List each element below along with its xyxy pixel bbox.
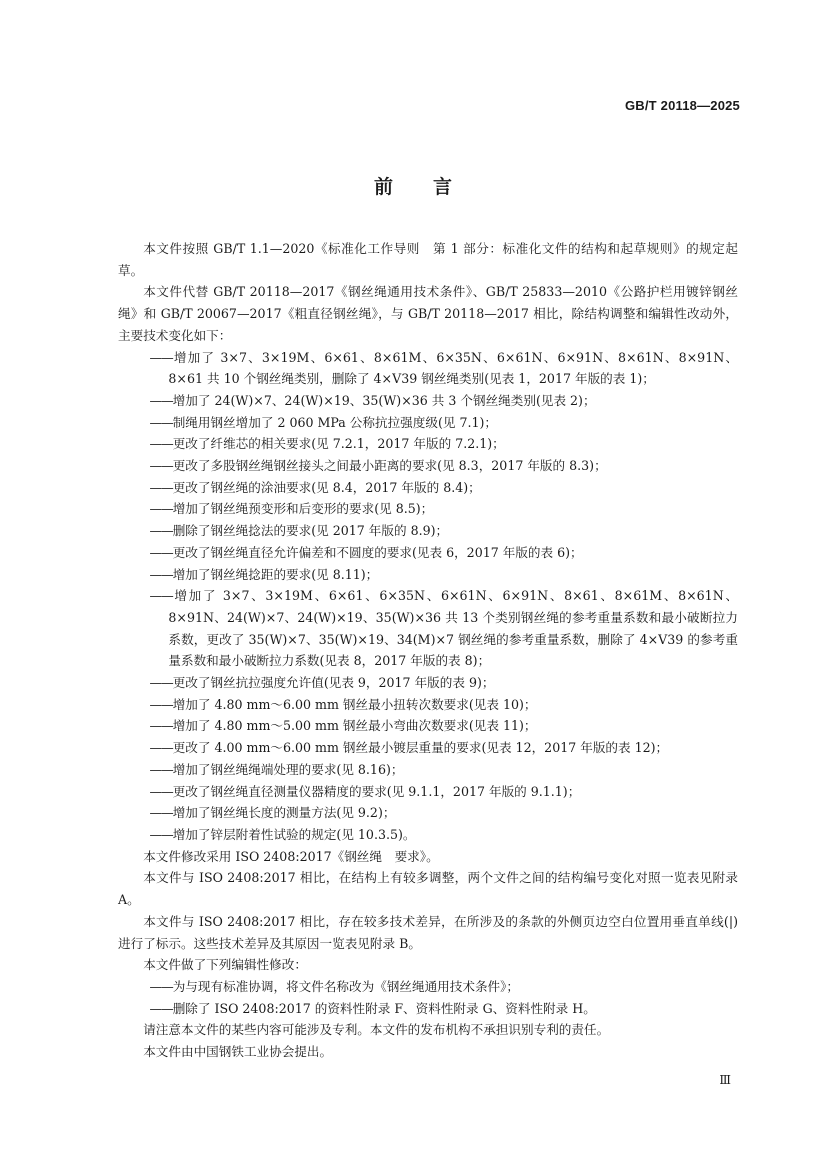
list-dash: —— (149, 392, 173, 408)
paragraph: 本文件代替 GB/T 20118—2017《钢丝绳通用技术条件》、GB/T 25833—2010《公路护栏用镀锌钢丝绳》和 GB/T 20067—2017《粗直径钢丝绳》，与 GB/T 20118—2017 相比，除结构调整和编辑性改动外，主要技术变化如下： (118, 284, 738, 343)
list-item: ——增加了钢丝绳长度的测量方法(见 9.2)； (149, 805, 396, 821)
list-dash: —— (149, 479, 173, 495)
list-dash: —— (149, 566, 173, 582)
technical-changes-list (118, 347, 738, 846)
list-dash: —— (149, 978, 173, 994)
list-item: ——更改了 4.00 mm～6.00 mm 钢丝最小镀层重量的要求(见表 12，2017 年版的表 12)； (149, 740, 669, 756)
list-dash: —— (149, 414, 173, 430)
list-dash: —— (149, 349, 173, 365)
editorial-changes-list (118, 976, 738, 1019)
list-dash: —— (149, 436, 173, 452)
paragraph: 请注意本文件的某些内容可能涉及专利。本文件的发布机构不承担识别专利的责任。 (143, 1022, 610, 1038)
list-item: ——增加了钢丝绳绳端处理的要求(见 8.16)； (149, 761, 404, 777)
list-dash: —— (149, 761, 173, 777)
list-item: ——增加了 24(W)×7、24(W)×19、35(W)×36 共 3 个钢丝绳类别(见表 2)； (149, 392, 596, 408)
list-item: ——增加了 3×7、3×19M、6×61、6×35N、6×61N、6×91N、8×61、8×61M、8×61N、8×91N、24(W)×7、24(W)×19、35(W)×36 共 13 个类别钢丝绳的参考重量系数和最小破断拉力系数，更改了 35(W)×7、35(W)×19、34(M)×7 钢丝绳的参考重量系数，删除了 4×V39 的参考重量系数和最小破断拉力系数(见表 8，2017 年版的表 8)； (149, 588, 738, 669)
list-dash: —— (149, 740, 173, 756)
standard-number: GB/T 20118—2025 (624, 98, 740, 113)
list-item: ——更改了钢丝绳的涂油要求(见 8.4，2017 年版的 8.4)； (149, 479, 481, 495)
list-dash: —— (149, 826, 173, 842)
paragraph: 本文件由中国钢铁工业协会提出。 (143, 1044, 333, 1060)
list-dash: —— (149, 675, 173, 691)
paragraph: 本文件按照 GB/T 1.1—2020《标准化工作导则 第 1 部分：标准化文件的结构和起草规则》的规定起草。 (118, 241, 738, 278)
list-dash: —— (149, 718, 173, 734)
list-item: ——更改了钢丝抗拉强度允许值(见表 9，2017 年版的表 9)； (149, 675, 495, 691)
list-dash: —— (149, 783, 173, 799)
list-item: ——增加了钢丝绳捻距的要求(见 8.11)； (149, 566, 379, 582)
list-item: ——增加了 3×7、3×19M、6×61、8×61M、6×35N、6×61N、6×91N、8×61N、8×91N、8×61 共 10 个钢丝绳类别，删除了 4×V39 钢丝绳类别(见表 1，2017 年版的表 1)； (149, 349, 738, 387)
list-dash: —— (149, 501, 173, 517)
list-item: ——增加了 4.80 mm～5.00 mm 钢丝最小弯曲次数要求(见表 11)； (149, 718, 537, 734)
paragraph: 本文件与 ISO 2408:2017 相比，存在较多技术差异，在所涉及的条款的外侧页边空白位置用垂直单线(|)进行了标示。这些技术差异及其原因一览表见附录 B。 (118, 913, 738, 951)
page-title: 前言 (373, 176, 492, 198)
list-dash: —— (149, 523, 173, 539)
paragraph: 本文件修改采用 ISO 2408:2017《钢丝绳 要求》。 (143, 848, 439, 864)
list-item: ——增加了钢丝绳预变形和后变形的要求(见 8.5)； (149, 501, 434, 517)
list-dash: —— (149, 544, 173, 560)
list-item: ——增加了 4.80 mm～6.00 mm 钢丝最小扭转次数要求(见表 10)； (149, 696, 537, 712)
page-number: Ⅲ (719, 1073, 731, 1087)
list-dash: —— (149, 696, 173, 712)
list-dash: —— (149, 805, 173, 821)
list-item: ——制绳用钢丝增加了 2 060 MPa 公称抗拉强度级(见 7.1)； (149, 414, 498, 430)
paragraph: 本文件与 ISO 2408:2017 相比，在结构上有较多调整，两个文件之间的结构编号变化对照一览表见附录 A。 (118, 870, 738, 908)
list-item: ——增加了锌层附着性试验的规定(见 10.3.5)。 (149, 826, 416, 842)
list-item: ——更改了钢丝绳直径测量仪器精度的要求(见 9.1.1，2017 年版的 9.1.1)； (149, 783, 581, 799)
list-item: ——删除了钢丝绳捻法的要求(见 2017 年版的 8.9)； (149, 523, 449, 539)
list-item: ——删除了 ISO 2408:2017 的资料性附录 F、资料性附录 G、资料性附录 H。 (149, 1000, 596, 1016)
list-item: ——为与现有标准协调，将文件名称改为《钢丝绳通用技术条件》； (149, 978, 520, 994)
list-item: ——更改了多股钢丝绳钢丝接头之间最小距离的要求(见 8.3，2017 年版的 8.3)； (149, 458, 607, 474)
list-dash: —— (149, 1000, 173, 1016)
list-dash: —— (149, 588, 173, 604)
list-item: ——更改了纤维芯的相关要求(见 7.2.1，2017 年版的 7.2.1)； (149, 436, 505, 452)
paragraph: 本文件做了下列编辑性修改： (143, 957, 307, 973)
list-item: ——更改了钢丝绳直径允许偏差和不圆度的要求(见表 6，2017 年版的表 6)； (149, 544, 583, 560)
foreword-body (118, 238, 738, 1063)
list-dash: —— (149, 458, 173, 474)
